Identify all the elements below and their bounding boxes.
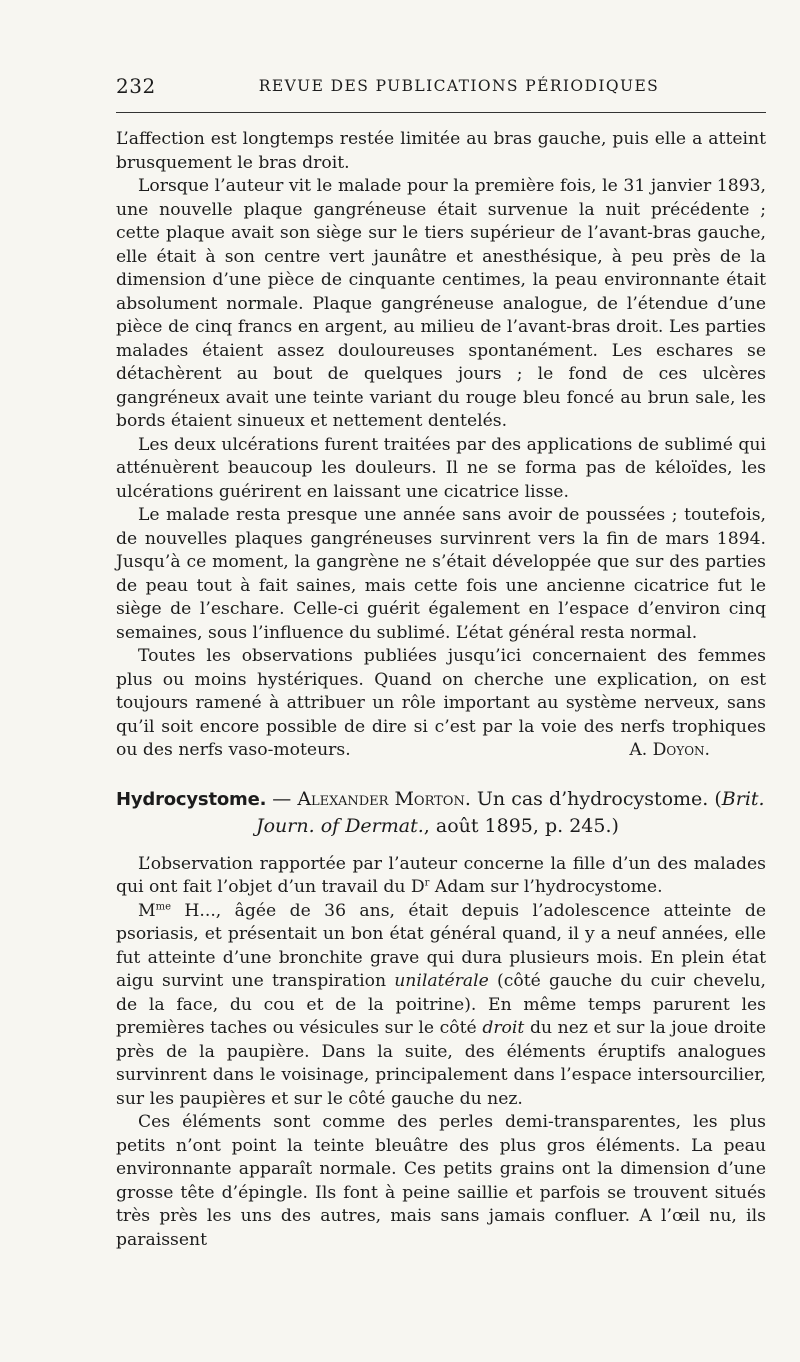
paragraph-final: Ces éléments sont comme des perles demi-transparentes, les plus petits n’ont point la teinte bleuâtre des plus gros éléments. La peau environnante apparaît normale. Ces petits grains ont la dimension d’une grosse tête d’épingle. Ils font à peine saillie et parfois se trouvent situés très près les uns des autres, mais sans jamais confluer. A l’œil nu, ils paraissent	[116, 1112, 766, 1250]
page-header	[116, 74, 766, 104]
paragraph-2: Lorsque l’auteur vit le malade pour la première fois, le 31 janvier 1893, une nouvelle plaque gangréneuse était survenue la nuit précédente ; cette plaque avait son siège sur le tiers supérieur de l’avant-bras gauche, elle était à son centre vert jaunâtre et anesthésique, à peu près de la dimension d’une pièce de cinquante centimes, la peau environnante était absolument normale. Plaque gangréneuse analogue, de l’étendue d’une pièce de cinq francs en argent, au milieu de l’avant-bras droit. Les parties malades étaient assez douloureuses spontanément. Les eschares se détachèrent au bout de quelques jours ; le fond de ces ulcères gangréneux avait une teinte variant du rouge bleu foncé au brun sale, les bords étaient sinueux et nettement dentelés.	[116, 176, 766, 431]
section-subtitle: Un cas d’hydrocystome. (	[470, 787, 722, 810]
paragraph-1: L’affection est longtemps restée limitée au bras gauche, puis elle a atteint brusquement le bras droit.	[116, 129, 766, 173]
doctor-abbrev-sup: r	[424, 877, 430, 889]
case-text-c: (côté gauche du cuir chevelu, de la face, du cou et de la poitrine). En même temps parurent les premières taches ou vésicules sur le côté	[116, 971, 766, 1038]
section-author: Alexander Morton.	[297, 787, 471, 810]
observation-text-b: Adam sur l’hydrocystome.	[429, 877, 663, 897]
observation-text-a: L’observation rapportée par l’auteur concerne la fille d’un des malades qui ont fait l’objet d’un travail du D	[116, 853, 766, 897]
citation: , août 1895, p. 245.)	[423, 814, 619, 837]
paragraph-observation	[116, 853, 766, 900]
page-number: 232	[116, 74, 156, 98]
paragraph-5	[116, 645, 766, 763]
journal-name-part-2: Journ. of Dermat.	[256, 814, 424, 837]
paragraph-case	[116, 900, 766, 1112]
case-emphasis-droit: droit	[482, 1018, 525, 1038]
paragraph-3: Les deux ulcérations furent traitées par des applications de sublimé qui atténuèrent beaucoup les douleurs. Il ne se forma pas de kéloïdes, les ulcérations guérirent en laissant une cicatrice lisse.	[116, 434, 766, 502]
case-emphasis-unilaterale: unilatérale	[394, 971, 489, 991]
running-head: REVUE DES PUBLICATIONS PÉRIODIQUES	[258, 77, 660, 95]
section-dash: —	[266, 787, 298, 810]
header-rule	[116, 112, 766, 113]
section-title: Hydrocystome.	[116, 788, 267, 810]
madame-abbrev-sup: me	[155, 900, 172, 912]
paragraph-5-text: Toutes les observations publiées jusqu’ici concernaient des femmes plus ou moins hystériques. Quand on cherche une explication, on est toujours ramené à attribuer un rôle important au système nerveux, sans qu’il soit encore possible de dire si c’est par la voie des nerfs trophiques ou des nerfs vaso-moteurs.	[116, 646, 766, 760]
case-text-b: H..., âgée de 36 ans, était depuis l’adolescence atteinte de psoriasis, et présentait un bon état général quand, il y a neuf années, elle fut atteinte d’une bronchite grave qui dura plusieurs mois. En plein état aigu survint une transpiration	[116, 900, 766, 991]
case-text-d: du nez et sur la joue droite près de la paupière. Dans la suite, des éléments éruptifs analogues survinrent dans le voisinage, principalement dans l’espace intersourcilier, sur les paupières et sur le côté gauche du nez.	[116, 1018, 766, 1109]
section-heading-line-2	[116, 813, 766, 839]
article-body	[116, 128, 766, 1252]
signature: A. Doyon.	[629, 740, 710, 760]
paragraph-4: Le malade resta presque une année sans avoir de poussées ; toutefois, de nouvelles plaques gangréneuses survinrent vers la fin de mars 1894. Jusqu’à ce moment, la gangrène ne s’était développée que sur des parties de peau tout à fait saines, mais cette fois une ancienne cicatrice fut le siège de l’eschare. Celle-ci guérit également en l’espace d’environ cinq semaines, sous l’influence du sublimé. L’état général resta normal.	[116, 505, 766, 643]
section-heading	[116, 786, 766, 839]
case-text-a: M	[138, 900, 156, 921]
journal-name-part-1: Brit.	[721, 787, 765, 810]
